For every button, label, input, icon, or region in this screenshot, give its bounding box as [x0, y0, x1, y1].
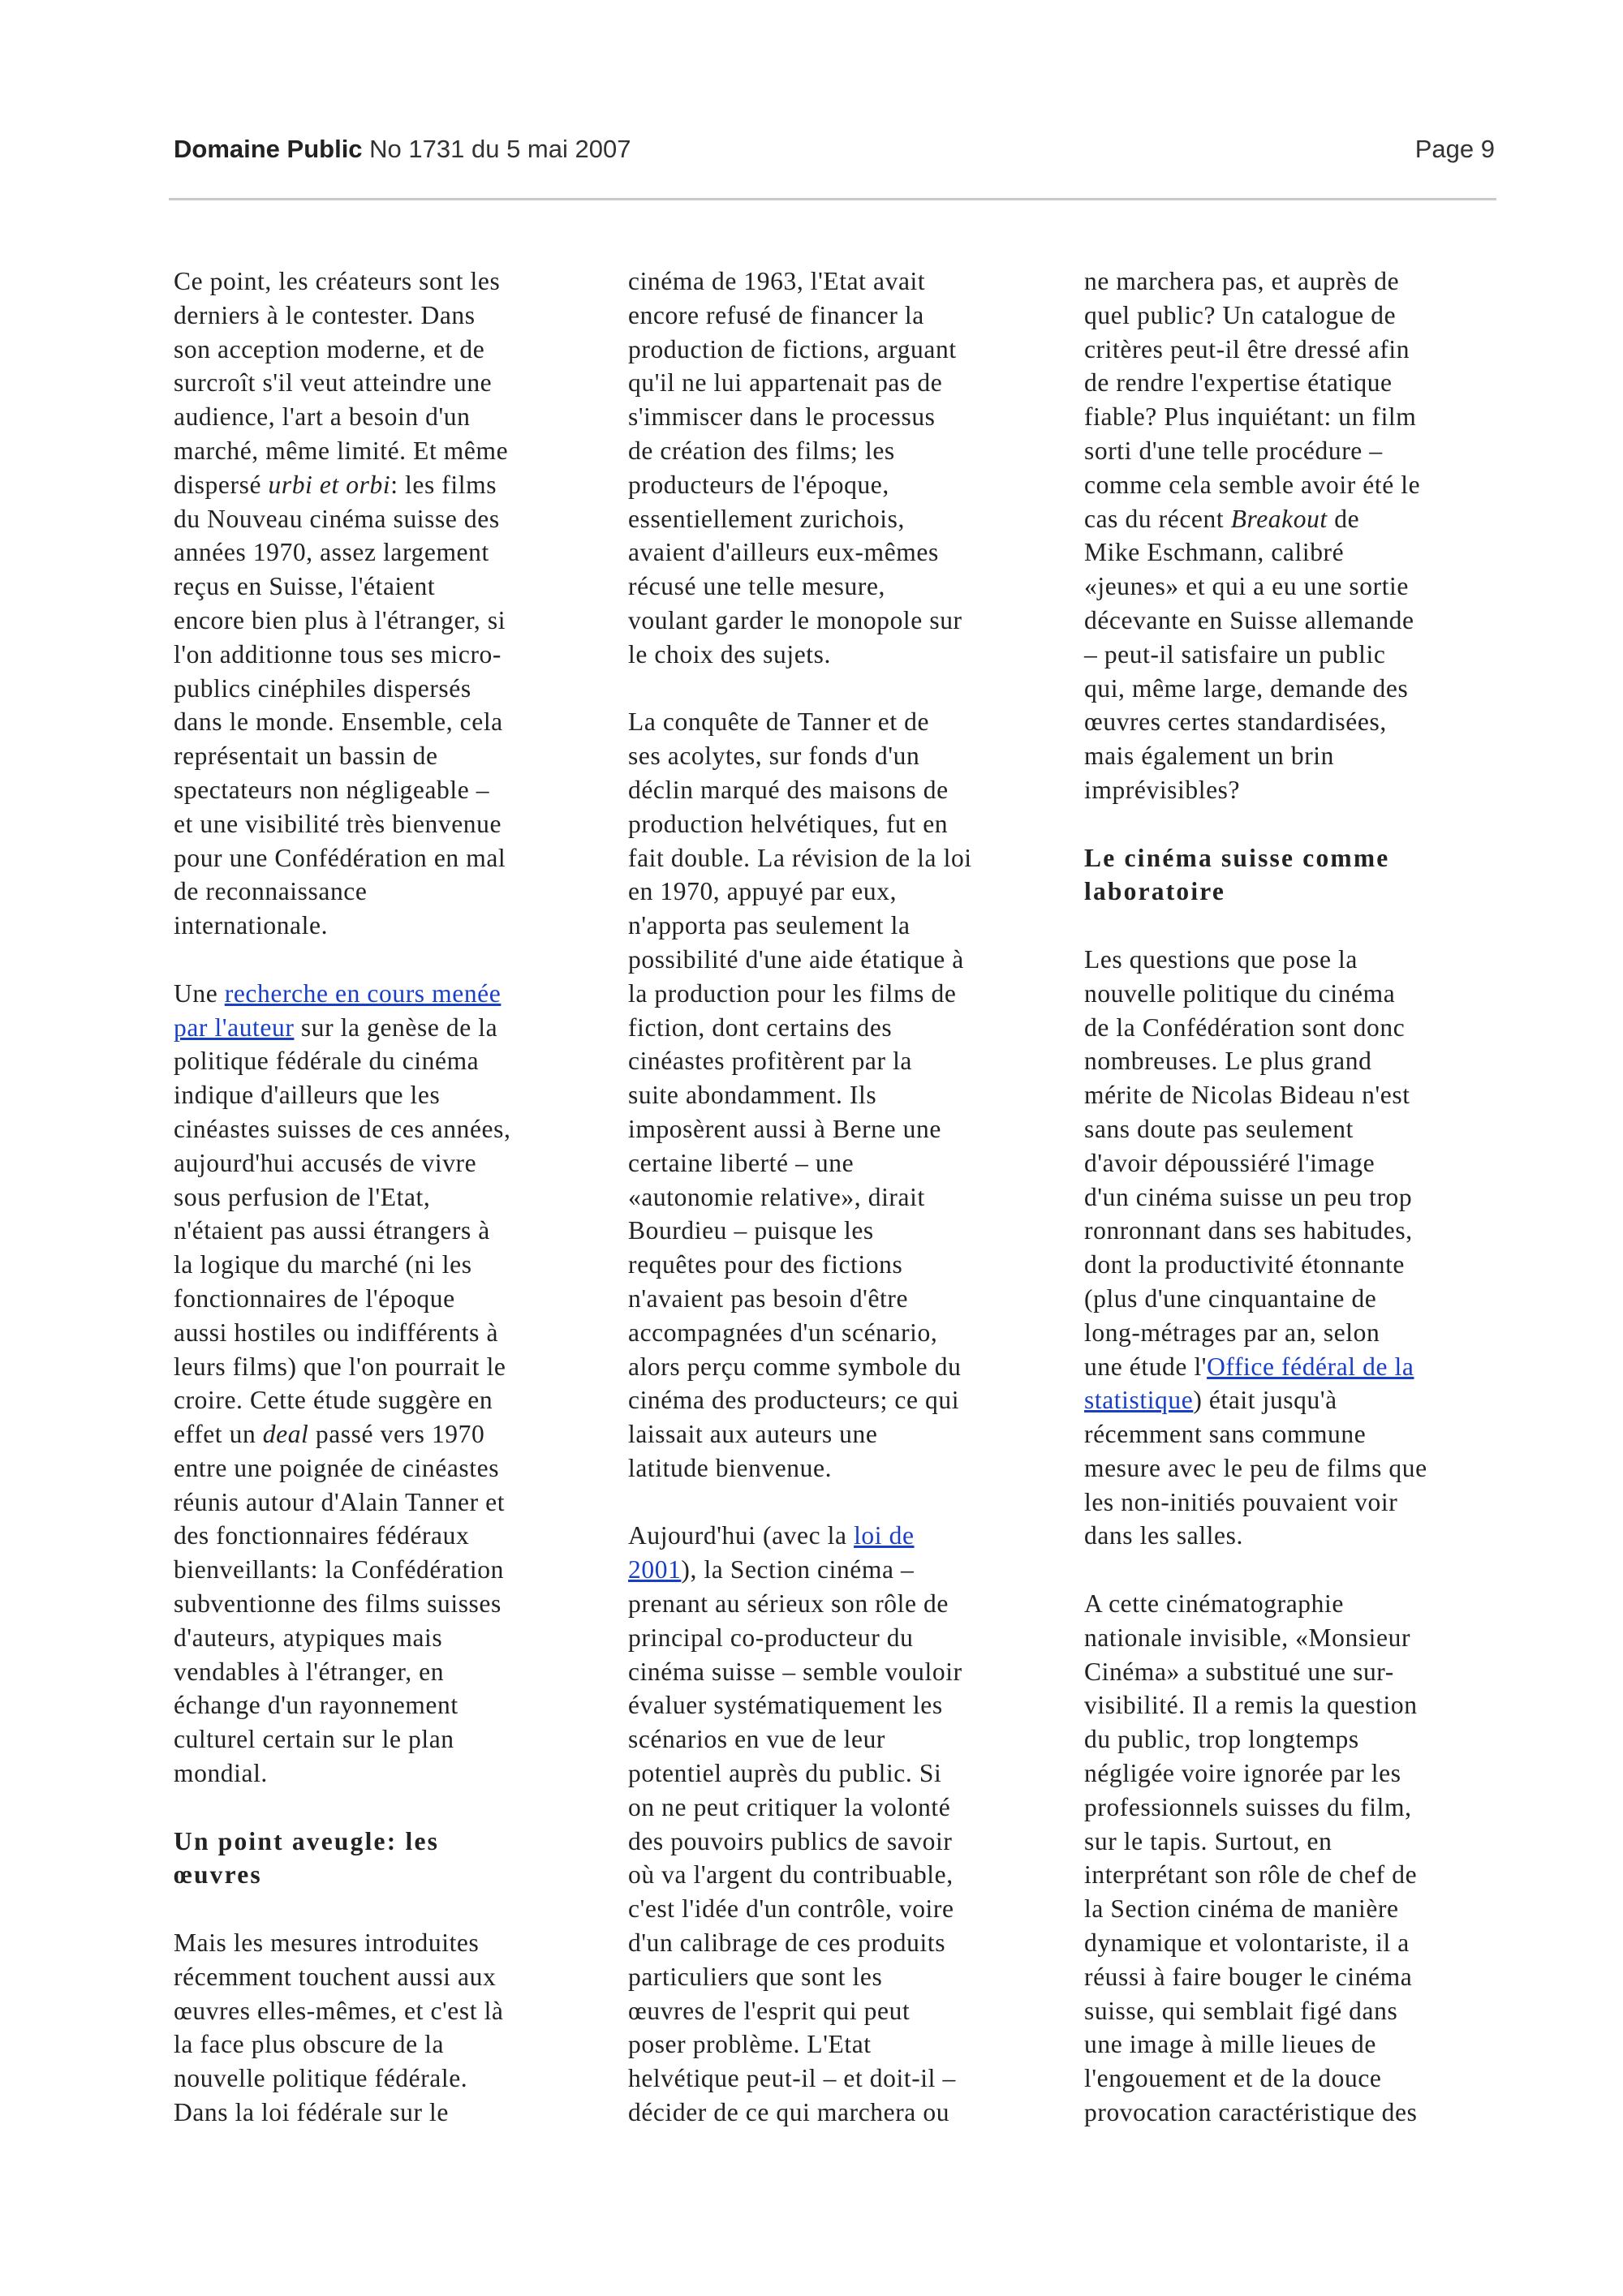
text-line: encore bien plus à l'étranger, si — [174, 605, 506, 634]
text-line: – peut-il satisfaire un public — [1084, 639, 1386, 669]
text-line: nationale invisible, «Monsieur — [1084, 1623, 1411, 1652]
text-line: fait double. La révision de la loi — [628, 843, 972, 872]
text-line: par l'auteur sur la genèse de la — [174, 1013, 498, 1042]
text-line: production helvétiques, fut en — [628, 809, 949, 838]
text-line: du Nouveau cinéma suisse des — [174, 504, 500, 533]
paragraph-gap — [628, 1486, 1050, 1520]
text-line: récemment touchent aussi aux — [174, 1962, 497, 1991]
text-line: latitude bienvenue. — [628, 1453, 833, 1482]
text-line: d'auteurs, atypiques mais — [174, 1623, 443, 1652]
text-line: cinéastes profitèrent par la — [628, 1047, 913, 1076]
text-line: réussi à faire bouger le cinéma — [1084, 1962, 1413, 1991]
text-line: La conquête de Tanner et de — [628, 707, 930, 737]
issue-info: No 1731 du 5 mai 2007 — [369, 135, 631, 163]
article-column-2 — [628, 264, 1050, 2130]
paragraph-gap — [628, 672, 1050, 706]
text-line: s'immiscer dans le processus — [628, 402, 936, 432]
text-line: l'on additionne tous ses micro- — [174, 639, 502, 669]
text-line: spectateurs non négligeable – — [174, 775, 490, 804]
inline-link[interactable]: statistique — [1084, 1386, 1194, 1415]
paragraph-gap — [1084, 909, 1506, 943]
text-line: quel public? Un catalogue de — [1084, 300, 1397, 329]
text-line: surcroît s'il veut atteindre une — [174, 368, 493, 398]
text-line: on ne peut critiquer la volonté — [628, 1792, 951, 1821]
text-line: internationale. — [174, 911, 329, 940]
text-line: vendables à l'étranger, en — [174, 1657, 445, 1686]
inline-link[interactable]: loi de — [854, 1521, 915, 1550]
text-line: n'apporta pas seulement la — [628, 911, 911, 940]
text-line: en 1970, appuyé par eux, — [628, 877, 898, 906]
publication-line — [174, 135, 631, 164]
text-line: suisse, qui semblait figé dans — [1084, 1996, 1398, 2025]
text-line: du public, trop longtemps — [1084, 1725, 1359, 1754]
article-column-3 — [1084, 264, 1506, 2130]
text-line: helvétique peut-il – et doit-il – — [628, 2064, 956, 2093]
text-line: l'engouement et de la douce — [1084, 2064, 1382, 2093]
text-line: publics cinéphiles dispersés — [174, 673, 471, 703]
text-line: Mike Eschmann, calibré — [1084, 538, 1345, 567]
text-line: Dans la loi fédérale sur le — [174, 2098, 449, 2127]
text-line: d'un calibrage de ces produits — [628, 1928, 946, 1958]
text-line: cinéma des producteurs; ce qui — [628, 1386, 960, 1415]
italic-term: urbi et orbi — [268, 470, 391, 499]
text-line: ses acolytes, sur fonds d'un — [628, 742, 920, 771]
text-line: particuliers que sont les — [628, 1962, 883, 1991]
text-line: A cette cinématographie — [1084, 1589, 1344, 1619]
text-line: des fonctionnaires fédéraux — [174, 1521, 470, 1550]
text-line: de reconnaissance — [174, 877, 368, 906]
text-line: imposèrent aussi à Berne une — [628, 1114, 941, 1143]
text-line: échange d'un rayonnement — [174, 1691, 458, 1720]
text-line: laissait aux auteurs une — [628, 1420, 878, 1449]
text-line: prenant au sérieux son rôle de — [628, 1589, 949, 1619]
text-line: de création des films; les — [628, 436, 895, 465]
text-line: (plus d'une cinquantaine de — [1084, 1283, 1377, 1313]
text-line: essentiellement zurichois, — [628, 504, 905, 533]
text-line: la face plus obscure de la — [174, 2030, 445, 2059]
text-line: où va l'argent du contribuable, — [628, 1860, 954, 1890]
text-line: mérite de Nicolas Bideau n'est — [1084, 1081, 1410, 1110]
text-line: scénarios en vue de leur — [628, 1725, 886, 1754]
text-line: mais également un brin — [1084, 742, 1334, 771]
text-line: imprévisibles? — [1084, 775, 1241, 804]
text-line: producteurs de l'époque, — [628, 470, 889, 499]
text-line: représentait un bassin de — [174, 742, 438, 771]
text-line: avaient d'ailleurs eux-mêmes — [628, 538, 939, 567]
text-line: nouvelle politique du cinéma — [1084, 978, 1396, 1008]
text-line: croire. Cette étude suggère en — [174, 1386, 493, 1415]
text-line: la logique du marché (ni les — [174, 1250, 472, 1279]
text-line: sorti d'une telle procédure – — [1084, 436, 1383, 465]
text-line: «autonomie relative», dirait — [628, 1182, 925, 1211]
text-line: négligée voire ignorée par les — [1084, 1759, 1401, 1788]
section-heading: Le cinéma suisse comme — [1084, 843, 1390, 872]
text-line: dont la productivité étonnante — [1084, 1250, 1406, 1279]
text-line: une étude l'Office fédéral de la — [1084, 1352, 1414, 1381]
text-line: visibilité. Il a remis la question — [1084, 1691, 1418, 1720]
text-line: son acception moderne, et de — [174, 334, 485, 363]
text-line: sous perfusion de l'Etat, — [174, 1182, 431, 1211]
text-line: n'avaient pas besoin d'être — [628, 1283, 909, 1313]
text-line: fiction, dont certains des — [628, 1013, 893, 1042]
text-line: d'avoir dépoussiéré l'image — [1084, 1148, 1375, 1177]
text-line: ronronnant dans ses habitudes, — [1084, 1216, 1413, 1245]
text-line: marché, même limité. Et même — [174, 436, 509, 465]
text-line: potentiel auprès du public. Si — [628, 1759, 942, 1788]
paragraph-gap — [174, 943, 596, 977]
text-line: possibilité d'une aide étatique à — [628, 944, 964, 974]
text-line: Bourdieu – puisque les — [628, 1216, 874, 1245]
article-column-1 — [174, 264, 596, 2130]
text-line: voulant garder le monopole sur — [628, 605, 962, 634]
text-line: cinéastes suisses de ces années, — [174, 1114, 511, 1143]
text-line: «jeunes» et qui a eu une sortie — [1084, 572, 1409, 601]
text-line: décevante en Suisse allemande — [1084, 605, 1414, 634]
inline-link[interactable]: 2001 — [628, 1555, 682, 1584]
inline-link[interactable]: recherche en cours menée — [224, 978, 502, 1008]
text-line: n'étaient pas aussi étrangers à — [174, 1216, 490, 1245]
text-line: mondial. — [174, 1759, 268, 1788]
text-line: sur le tapis. Surtout, en — [1084, 1826, 1332, 1855]
text-line: interprétant son rôle de chef de — [1084, 1860, 1418, 1890]
text-line: suite abondamment. Ils — [628, 1081, 877, 1110]
text-line: alors perçu comme symbole du — [628, 1352, 962, 1381]
text-line: accompagnées d'un scénario, — [628, 1318, 938, 1347]
text-line: dynamique et volontariste, il a — [1084, 1928, 1410, 1958]
text-line: certaine liberté – une — [628, 1148, 855, 1177]
text-line: dans les salles. — [1084, 1521, 1243, 1550]
text-line: derniers à le contester. Dans — [174, 300, 476, 329]
text-line: la production pour les films de — [628, 978, 957, 1008]
text-line: qu'il ne lui appartenait pas de — [628, 368, 943, 398]
text-line: encore refusé de financer la — [628, 300, 924, 329]
text-line: culturel certain sur le plan — [174, 1725, 454, 1754]
text-line: la Section cinéma de manière — [1084, 1894, 1399, 1924]
text-line: les non-initiés pouvaient voir — [1084, 1487, 1398, 1516]
inline-link[interactable]: par l'auteur — [174, 1013, 295, 1042]
text-line: œuvres certes standardisées, — [1084, 707, 1387, 737]
italic-term: Breakout — [1230, 504, 1328, 533]
text-line: 2001), la Section cinéma – — [628, 1555, 915, 1584]
text-line: Cinéma» a substitué une sur- — [1084, 1657, 1394, 1686]
text-line: qui, même large, demande des — [1084, 673, 1409, 703]
text-line: œuvres de l'esprit qui peut — [628, 1996, 911, 2025]
text-line: fiable? Plus inquiétant: un film — [1084, 402, 1417, 432]
paragraph-gap — [1084, 1553, 1506, 1587]
paragraph-gap — [174, 1892, 596, 1926]
section-heading: laboratoire — [1084, 877, 1226, 906]
text-line: aujourd'hui accusés de vivre — [174, 1148, 477, 1177]
paragraph-gap — [1084, 807, 1506, 841]
text-line: poser problème. L'Etat — [628, 2030, 872, 2059]
header-divider — [169, 198, 1496, 200]
text-line: mesure avec le peu de films que — [1084, 1453, 1427, 1482]
text-line: bienveillants: la Confédération — [174, 1555, 504, 1584]
text-line: aussi hostiles ou indifférents à — [174, 1318, 499, 1347]
text-line: réunis autour d'Alain Tanner et — [174, 1487, 506, 1516]
text-line: fonctionnaires de l'époque — [174, 1283, 455, 1313]
text-line: œuvres elles-mêmes, et c'est là — [174, 1996, 504, 2025]
text-line: effet un deal passé vers 1970 — [174, 1420, 485, 1449]
text-line: récusé une telle mesure, — [628, 572, 886, 601]
italic-term: deal — [262, 1420, 309, 1449]
text-line: indique d'ailleurs que les — [174, 1081, 441, 1110]
page-header — [174, 135, 1495, 170]
text-line: dispersé urbi et orbi: les films — [174, 470, 497, 499]
text-line: dans le monde. Ensemble, cela — [174, 707, 503, 737]
text-line: cinéma suisse – semble vouloir — [628, 1657, 962, 1686]
text-line: principal co-producteur du — [628, 1623, 914, 1652]
page-number: Page 9 — [1414, 135, 1495, 163]
text-line: le choix des sujets. — [628, 639, 831, 669]
text-line: requêtes pour des fictions — [628, 1250, 903, 1279]
text-line: production de fictions, arguant — [628, 334, 957, 363]
text-line: provocation caractéristique des — [1084, 2098, 1418, 2127]
text-line: cas du récent Breakout de — [1084, 504, 1360, 533]
text-line: décider de ce qui marchera ou — [628, 2098, 950, 2127]
text-line: critères peut-il être dressé afin — [1084, 334, 1410, 363]
section-heading: Un point aveugle: les — [174, 1826, 440, 1855]
publication-title: Domaine Public — [174, 135, 363, 163]
text-line: Aujourd'hui (avec la loi de — [628, 1521, 915, 1550]
text-line: et une visibilité très bienvenue — [174, 809, 502, 838]
text-line: récemment sans commune — [1084, 1420, 1367, 1449]
text-line: c'est l'idée d'un contrôle, voire — [628, 1894, 954, 1924]
text-line: Ce point, les créateurs sont les — [174, 267, 501, 295]
section-heading: œuvres — [174, 1860, 262, 1890]
text-line: des pouvoirs publics de savoir — [628, 1826, 953, 1855]
text-line: déclin marqué des maisons de — [628, 775, 949, 804]
text-line: leurs films) que l'on pourrait le — [174, 1352, 506, 1381]
text-line: d'un cinéma suisse un peu trop — [1084, 1182, 1413, 1211]
text-line: politique fédérale du cinéma — [174, 1047, 480, 1076]
text-line: évaluer systématiquement les — [628, 1691, 943, 1720]
text-line: années 1970, assez largement — [174, 538, 489, 567]
text-line: pour une Confédération en mal — [174, 843, 506, 872]
text-line: cinéma de 1963, l'Etat avait — [628, 267, 926, 295]
text-line: statistique) était jusqu'à — [1084, 1386, 1337, 1415]
text-line: une image à mille lieues de — [1084, 2030, 1376, 2059]
text-line: sans doute pas seulement — [1084, 1114, 1354, 1143]
text-line: subventionne des films suisses — [174, 1589, 502, 1619]
text-line: nombreuses. Le plus grand — [1084, 1047, 1372, 1076]
text-line: Les questions que pose la — [1084, 944, 1358, 974]
text-line: Une recherche en cours menée — [174, 978, 502, 1008]
text-line: de la Confédération sont donc — [1084, 1013, 1406, 1042]
text-line: professionnels suisses du film, — [1084, 1792, 1412, 1821]
text-line: nouvelle politique fédérale. — [174, 2064, 468, 2093]
text-line: comme cela semble avoir été le — [1084, 470, 1421, 499]
text-line: entre une poignée de cinéastes — [174, 1453, 500, 1482]
text-line: reçus en Suisse, l'étaient — [174, 572, 436, 601]
text-line: de rendre l'expertise étatique — [1084, 368, 1393, 398]
paragraph-gap — [174, 1791, 596, 1825]
text-line: audience, l'art a besoin d'un — [174, 402, 471, 432]
text-line: ne marchera pas, et auprès de — [1084, 267, 1400, 295]
inline-link[interactable]: Office fédéral de la — [1207, 1352, 1414, 1381]
text-line: long-métrages par an, selon — [1084, 1318, 1380, 1347]
text-line: Mais les mesures introduites — [174, 1928, 480, 1958]
